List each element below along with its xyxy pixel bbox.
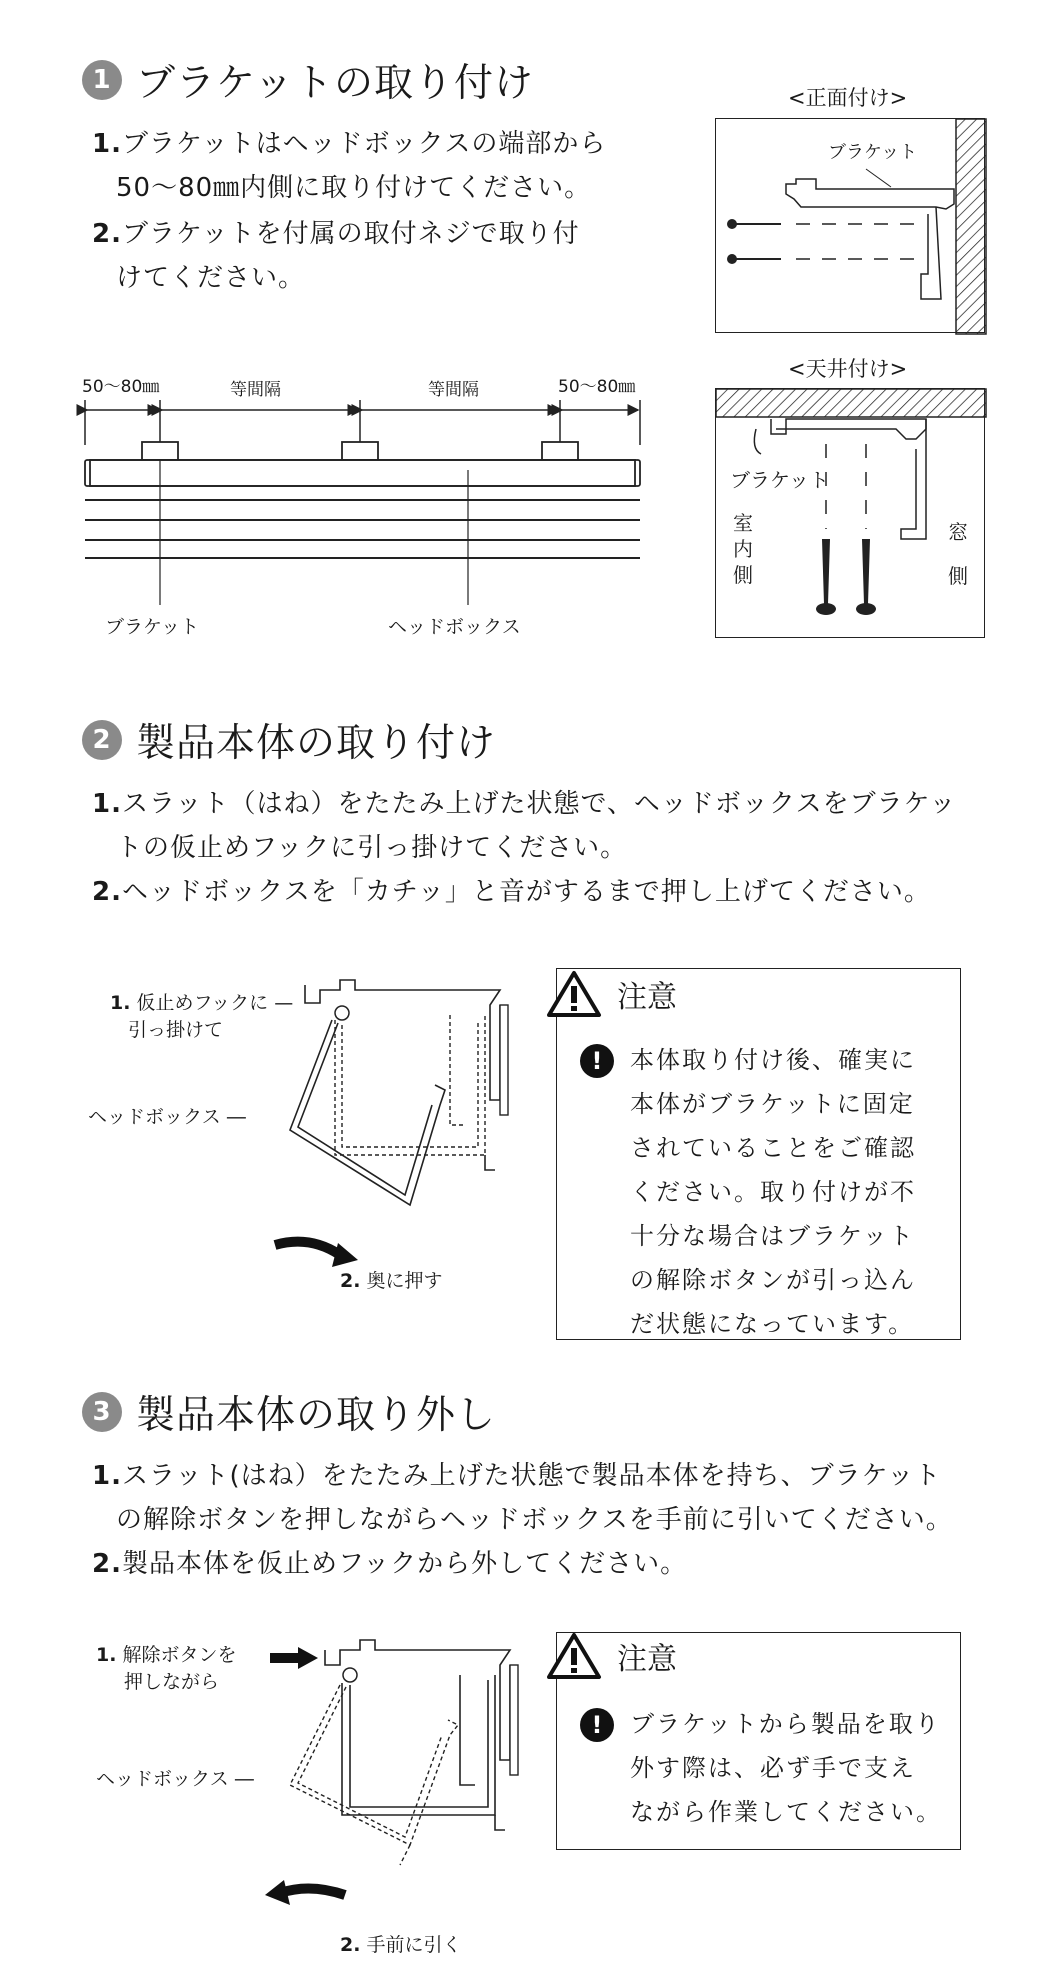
section2-illustration (260, 975, 520, 1295)
caution-line: ください。取り付けが不 (630, 1178, 916, 1206)
ceiling-mount-illustration (716, 389, 986, 639)
label-text: 押しながら (124, 1671, 220, 1693)
ceiling-mount-caption: <天井付け> (788, 357, 908, 381)
ceiling-mount-indoor-label: 室内側 (733, 511, 753, 587)
dim-right-label: 50〜80㎜ (558, 377, 636, 397)
label-number: 1. (96, 1644, 117, 1666)
label-number: 2. (340, 1270, 361, 1292)
headbox-front-illustration (80, 390, 660, 620)
warning-triangle-icon (547, 970, 601, 1018)
pull-label (340, 1930, 462, 1957)
push-label (340, 1266, 443, 1293)
release-label (96, 1642, 237, 1696)
section3-step2 (92, 1542, 687, 1586)
caution-line: の解除ボタンが引っ込ん (630, 1266, 916, 1294)
caution-line: 外す際は、必ず手で支え (630, 1754, 916, 1782)
label-text: 奥に押す (366, 1270, 443, 1292)
section3-caution-body (630, 1702, 942, 1834)
dim-mid2-label: 等間隔 (428, 380, 479, 400)
headbox-label: ヘッドボックス (388, 616, 521, 638)
headbox-bracket-label: ブラケット (105, 616, 200, 638)
label-text: ヘッドボックス (96, 1768, 229, 1790)
step-text: スラット(はね）をたたみ上げた状態で製品本体を持ち、ブラケット (121, 1461, 942, 1491)
caution-line: されていることをご確認 (630, 1134, 916, 1162)
label-text: 手前に引く (366, 1934, 462, 1956)
step-text: けてください。 (116, 263, 306, 293)
section1-number: 1 (82, 60, 122, 100)
section2-title (82, 712, 496, 768)
section1-step1 (92, 122, 606, 210)
caution-title-text: 注意 (613, 972, 681, 1016)
step-text: ヘッドボックスを「カチッ」と音がするまで押し上げてください。 (121, 877, 931, 907)
section3-caution-title (547, 1632, 681, 1680)
step-text: の解除ボタンを押しながらヘッドボックスを手前に引いてください。 (116, 1505, 953, 1535)
ceiling-mount-window-label: 窓側 (948, 520, 968, 588)
section1-title-text: ブラケットの取り付け (136, 61, 535, 106)
label-number: 1. (110, 992, 131, 1014)
section1-step2 (92, 212, 580, 300)
section2-headbox-label: ヘッドボックス ― (88, 1106, 246, 1128)
step-number: 1. (92, 789, 122, 819)
ceiling-mount-bracket-label: ブラケット (730, 468, 829, 492)
section2-step2 (92, 870, 931, 914)
step-text: 製品本体を仮止めフックから外してください。 (121, 1549, 688, 1579)
caution-title-text: 注意 (613, 1634, 681, 1678)
label-number: 2. (340, 1934, 361, 1956)
section3-title (82, 1384, 496, 1440)
section3-title-text: 製品本体の取り外し (136, 1393, 497, 1438)
section3-illustration (250, 1625, 530, 1925)
label-text: 仮止めフックに (136, 992, 269, 1014)
step-number: 2. (92, 219, 122, 249)
caution-line: ブラケットから製品を取り (630, 1710, 941, 1738)
label-text: 引っ掛けて (128, 1019, 224, 1041)
step-number: 1. (92, 129, 122, 159)
step-number: 1. (92, 1461, 122, 1491)
front-mount-caption: <正面付け> (788, 86, 908, 110)
section3-number: 3 (82, 1392, 122, 1432)
section2-title-text: 製品本体の取り付け (136, 721, 497, 766)
section2-number: 2 (82, 720, 122, 760)
section3-step1 (92, 1454, 953, 1542)
section2-caution-title (547, 970, 681, 1018)
caution-line: ながら作業してください。 (630, 1798, 942, 1826)
step-text: トの仮止めフックに引っ掛けてください。 (116, 833, 628, 863)
section2-step1 (92, 782, 956, 870)
step-text: ブラケットはヘッドボックスの端部から (121, 129, 607, 159)
section3-headbox-label: ヘッドボックス ― (96, 1768, 254, 1790)
caution-line: 本体がブラケットに固定 (630, 1090, 915, 1118)
hook-label: 1. 仮止めフックに — 引っ掛けて (110, 992, 294, 1041)
dim-left-label: 50〜80㎜ (82, 377, 160, 397)
label-text: ヘッドボックス (88, 1106, 221, 1128)
dim-mid1-label: 等間隔 (230, 380, 281, 400)
caution-line: 本体取り付け後、確実に (630, 1046, 916, 1074)
label-text: 解除ボタンを (122, 1644, 237, 1666)
section1-title (82, 52, 534, 108)
ceiling-mount-diagram (715, 388, 985, 638)
step-number: 2. (92, 877, 122, 907)
step-number: 2. (92, 1549, 122, 1579)
front-mount-bracket-label: ブラケット (828, 142, 918, 163)
exclamation-icon: ! (580, 1708, 614, 1742)
caution-line: 十分な場合はブラケット (630, 1222, 915, 1250)
warning-triangle-icon (547, 1632, 601, 1680)
step-text: 50〜80㎜内側に取り付けてください。 (116, 173, 592, 203)
section2-caution-body (630, 1038, 916, 1346)
exclamation-icon: ! (580, 1044, 614, 1078)
step-text: スラット（はね）をたたみ上げた状態で、ヘッドボックスをブラケッ (121, 789, 957, 819)
step-text: ブラケットを付属の取付ネジで取り付 (121, 219, 580, 249)
caution-line: だ状態になっています。 (630, 1310, 915, 1338)
